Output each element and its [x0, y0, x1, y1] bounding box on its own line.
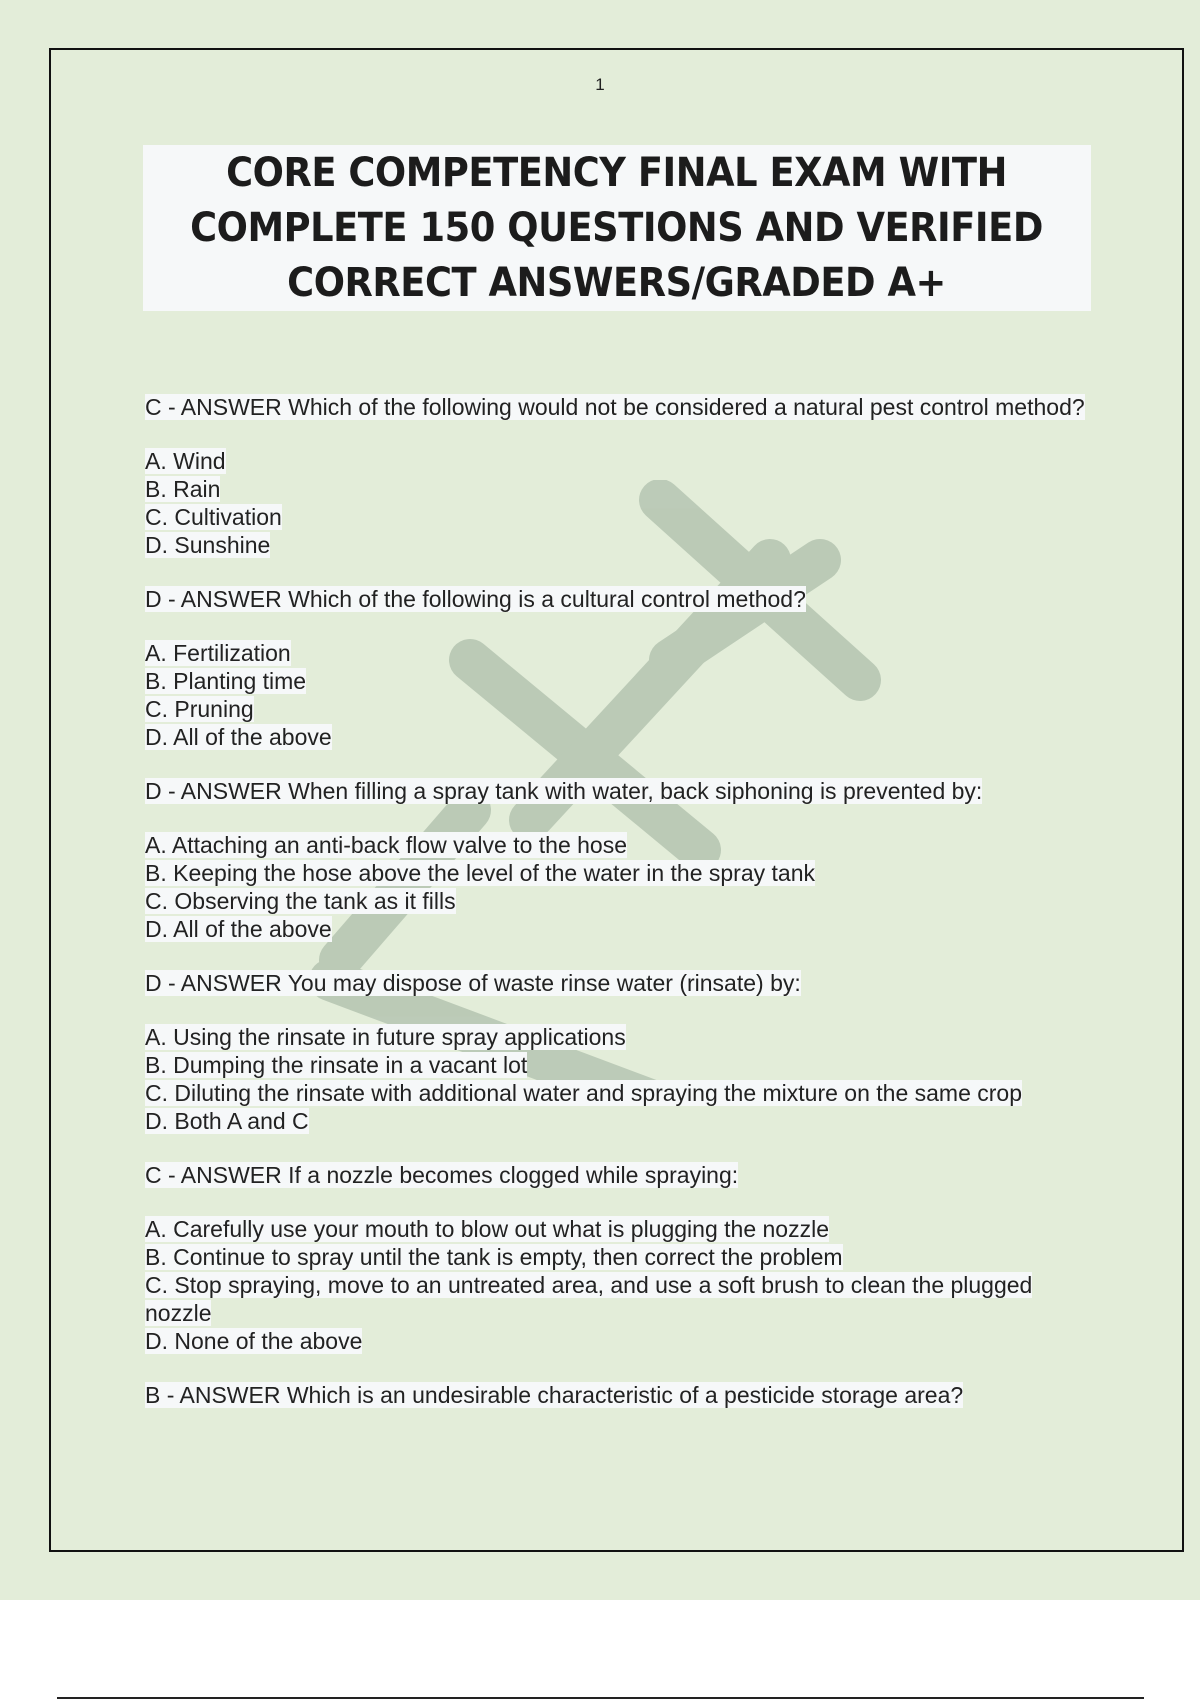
page-number: 1: [595, 75, 605, 94]
answer-option: C. Diluting the rinsate with additional water and spraying the mixture on the same crop: [145, 1080, 1023, 1106]
answer-option: B. Planting time: [145, 668, 307, 694]
answer-option: A. Attaching an anti-back flow valve to the hose: [145, 832, 628, 858]
title-text: [191, 146, 1044, 311]
question-text: D - ANSWER When filling a spray tank with water, back siphoning is prevented by:: [145, 778, 983, 804]
answer-options: [145, 831, 1085, 943]
question-block: [145, 585, 1085, 751]
answer-option: A. Carefully use your mouth to blow out what is plugging the nozzle: [145, 1216, 829, 1242]
answer-option: B. Rain: [145, 476, 221, 502]
answer-option: D. Both A and C: [145, 1108, 309, 1134]
answer-option: C. Observing the tank as it fills: [145, 888, 456, 914]
answer-option: D. All of the above: [145, 916, 332, 942]
question-block: [145, 969, 1085, 1135]
question-list: [145, 393, 1085, 1435]
question-block: [145, 1381, 1085, 1409]
answer-option: C. Stop spraying, move to an untreated area, and use a soft brush to clean the plugged nozzle: [145, 1272, 1033, 1326]
answer-options: [145, 1215, 1085, 1355]
answer-option: A. Wind: [145, 448, 226, 474]
question-text: B - ANSWER Which is an undesirable characteristic of a pesticide storage area?: [145, 1382, 964, 1408]
question-text: C - ANSWER Which of the following would not be considered a natural pest control method?: [145, 394, 1085, 420]
answer-option: B. Keeping the hose above the level of the water in the spray tank: [145, 860, 815, 886]
answer-option: B. Dumping the rinsate in a vacant lot: [145, 1052, 528, 1078]
answer-option: A. Using the rinsate in future spray applications: [145, 1024, 626, 1050]
question-block: [145, 777, 1085, 943]
answer-options: [145, 447, 1085, 559]
answer-options: [145, 639, 1085, 751]
question-text: D - ANSWER You may dispose of waste rinse water (rinsate) by:: [145, 970, 801, 996]
title-line-1: CORE COMPETENCY FINAL EXAM WITH: [226, 149, 1008, 196]
question-block: [145, 393, 1085, 559]
question-text: C - ANSWER If a nozzle becomes clogged while spraying:: [145, 1162, 739, 1188]
answer-option: C. Cultivation: [145, 504, 282, 530]
title-line-3: CORRECT ANSWERS/GRADED A+: [287, 259, 947, 306]
answer-options: [145, 1023, 1085, 1135]
answer-option: C. Pruning: [145, 696, 254, 722]
question-text: D - ANSWER Which of the following is a cultural control method?: [145, 586, 806, 612]
answer-option: D. None of the above: [145, 1328, 363, 1354]
answer-option: D. Sunshine: [145, 532, 271, 558]
answer-option: A. Fertilization: [145, 640, 291, 666]
answer-option: B. Continue to spray until the tank is empty, then correct the problem: [145, 1244, 843, 1270]
document-title: [143, 145, 1091, 311]
footer-divider: [57, 1697, 1144, 1699]
title-line-2: COMPLETE 150 QUESTIONS AND VERIFIED: [190, 204, 1044, 251]
question-block: [145, 1161, 1085, 1355]
answer-option: D. All of the above: [145, 724, 332, 750]
